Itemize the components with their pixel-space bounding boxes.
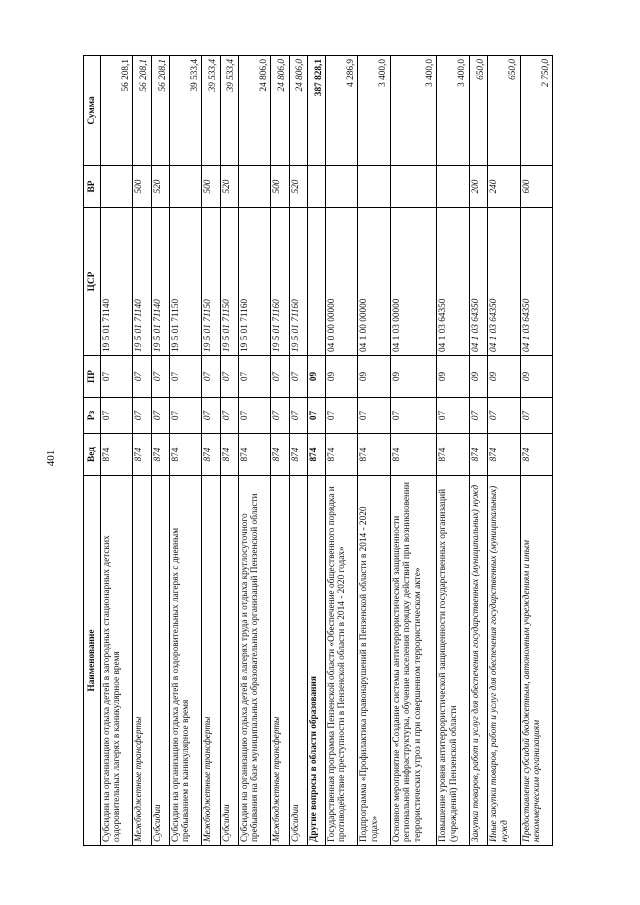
page-number: 401 <box>45 449 57 467</box>
cell-ved: 874 <box>390 434 437 476</box>
cell-sum: 39 533,4 <box>220 56 238 166</box>
cell-name: Другие вопросы в области образования <box>307 476 325 846</box>
cell-vr: 240 <box>488 166 520 208</box>
cell-name: Повышение уровня антитеррористической защищенности государственных организаций (учреждений) Пензенской области <box>437 476 469 846</box>
cell-rz: 07 <box>202 398 220 434</box>
cell-name: Межбюджетные трансферты <box>202 476 220 846</box>
cell-rz: 07 <box>101 398 133 434</box>
cell-sum: 3 400,0 <box>437 56 469 166</box>
cell-sum: 24 806,0 <box>238 56 270 166</box>
cell-sum: 650,0 <box>488 56 520 166</box>
cell-sum: 3 400,0 <box>358 56 390 166</box>
cell-name: Субсидии на организацию отдыха детей в оздоровительных лагерях с дневным пребыванием в каникулярное время <box>169 476 201 846</box>
cell-ved: 874 <box>169 434 201 476</box>
cell-name: Предоставление субсидий бюджетным, автономным учреждениям и иным некоммерческим организациям <box>520 476 552 846</box>
cell-rz: 07 <box>307 398 325 434</box>
cell-rz: 07 <box>169 398 201 434</box>
cell-name: Субсидии на организацию отдыха детей в лагерях труда и отдыха круглосуточного пребывания на базе муниципальных образовательных организаций Пензенской области <box>238 476 270 846</box>
cell-sum: 39 533,4 <box>169 56 201 166</box>
cell-vr: 520 <box>220 166 238 208</box>
cell-rz: 07 <box>271 398 289 434</box>
table-row <box>220 56 238 846</box>
cell-csr: 19 5 01 71150 <box>169 208 201 356</box>
cell-csr: 19 5 01 71140 <box>101 208 133 356</box>
cell-pr: 07 <box>133 356 151 398</box>
cell-pr: 09 <box>326 356 358 398</box>
cell-pr: 07 <box>289 356 307 398</box>
cell-csr: 04 1 03 00000 <box>390 208 437 356</box>
table-row <box>358 56 390 846</box>
table-row <box>133 56 151 846</box>
header-name: Наименование <box>84 476 101 846</box>
cell-csr: 04 0 00 00000 <box>326 208 358 356</box>
header-vr: ВР <box>84 166 101 208</box>
cell-csr: 19 5 01 71160 <box>289 208 307 356</box>
cell-vr <box>101 166 133 208</box>
cell-vr <box>238 166 270 208</box>
table-row <box>238 56 270 846</box>
table-row <box>101 56 133 846</box>
cell-ved: 874 <box>289 434 307 476</box>
cell-csr: 19 5 01 71150 <box>202 208 220 356</box>
cell-pr: 09 <box>488 356 520 398</box>
cell-pr: 09 <box>437 356 469 398</box>
rotated-table-wrapper <box>83 56 553 846</box>
cell-csr: 19 5 01 71160 <box>238 208 270 356</box>
cell-rz: 07 <box>133 398 151 434</box>
cell-name: Межбюджетные трансферты <box>133 476 151 846</box>
cell-rz: 07 <box>220 398 238 434</box>
cell-vr: 500 <box>202 166 220 208</box>
table-row <box>520 56 552 846</box>
cell-csr: 19 5 01 71140 <box>133 208 151 356</box>
table-row <box>437 56 469 846</box>
cell-sum: 56 208,1 <box>133 56 151 166</box>
cell-csr: 04 1 00 00000 <box>358 208 390 356</box>
cell-ved: 874 <box>238 434 270 476</box>
header-row <box>84 56 101 846</box>
budget-table <box>83 55 553 846</box>
cell-pr: 09 <box>307 356 325 398</box>
cell-sum: 24 806,0 <box>289 56 307 166</box>
cell-vr <box>358 166 390 208</box>
cell-name: Межбюджетные трансферты <box>271 476 289 846</box>
cell-sum: 3 400,0 <box>390 56 437 166</box>
header-pr: ПР <box>84 356 101 398</box>
cell-rz: 07 <box>520 398 552 434</box>
table-row <box>151 56 169 846</box>
cell-pr: 07 <box>151 356 169 398</box>
cell-ved: 874 <box>133 434 151 476</box>
table-row <box>202 56 220 846</box>
cell-name: Государственная программа Пензенской области «Обеспечение общественного порядка и противодействие преступности в Пензенской области в 2014 - 2020 годах» <box>326 476 358 846</box>
table-row <box>390 56 437 846</box>
cell-csr: 04 1 03 64350 <box>488 208 520 356</box>
cell-rz: 07 <box>469 398 487 434</box>
header-rz: Рз <box>84 398 101 434</box>
cell-pr: 07 <box>169 356 201 398</box>
table-row <box>271 56 289 846</box>
table-row <box>469 56 487 846</box>
header-sum: Сумма <box>84 56 101 166</box>
cell-pr: 09 <box>358 356 390 398</box>
cell-vr: 520 <box>151 166 169 208</box>
cell-ved: 874 <box>520 434 552 476</box>
cell-ved: 874 <box>271 434 289 476</box>
cell-sum: 39 533,4 <box>202 56 220 166</box>
table-row <box>307 56 325 846</box>
cell-ved: 874 <box>469 434 487 476</box>
cell-name: Основное мероприятие «Создание системы антитеррористической защищенности региональной инфраструктуры, обучение населения порядку действий при возникновении террористических угроз и при совершенном террористическом акте» <box>390 476 437 846</box>
cell-rz: 07 <box>238 398 270 434</box>
cell-csr: 19 5 01 71150 <box>220 208 238 356</box>
cell-rz: 07 <box>390 398 437 434</box>
cell-name: Субсидии на организацию отдыха детей в загородных стационарных детских оздоровительных лагерях в каникулярное время <box>101 476 133 846</box>
cell-ved: 874 <box>151 434 169 476</box>
table-row <box>169 56 201 846</box>
cell-vr <box>169 166 201 208</box>
cell-name: Субсидии <box>289 476 307 846</box>
header-ved: Вед <box>84 434 101 476</box>
cell-name: Субсидии <box>220 476 238 846</box>
cell-rz: 07 <box>326 398 358 434</box>
cell-pr: 07 <box>271 356 289 398</box>
header-csr: ЦСР <box>84 208 101 356</box>
cell-vr <box>437 166 469 208</box>
cell-name: Закупка товаров, работ и услуг для обеспечения государственных (муниципальных) нужд <box>469 476 487 846</box>
cell-name: Подпрограмма «Профилактика правонарушений в Пензенской области в 2014 - 2020 годах» <box>358 476 390 846</box>
cell-vr <box>307 166 325 208</box>
cell-pr: 07 <box>238 356 270 398</box>
cell-vr: 500 <box>271 166 289 208</box>
cell-csr: 04 1 03 64350 <box>520 208 552 356</box>
cell-rz: 07 <box>358 398 390 434</box>
cell-ved: 874 <box>220 434 238 476</box>
cell-ved: 874 <box>202 434 220 476</box>
cell-sum: 650,0 <box>469 56 487 166</box>
cell-sum: 56 208,1 <box>151 56 169 166</box>
cell-pr: 07 <box>101 356 133 398</box>
cell-vr <box>326 166 358 208</box>
table-row <box>488 56 520 846</box>
cell-sum: 24 806,0 <box>271 56 289 166</box>
cell-ved: 874 <box>101 434 133 476</box>
cell-pr: 07 <box>220 356 238 398</box>
cell-vr: 500 <box>133 166 151 208</box>
cell-sum: 387 828,1 <box>307 56 325 166</box>
cell-ved: 874 <box>437 434 469 476</box>
cell-vr: 600 <box>520 166 552 208</box>
cell-pr: 09 <box>390 356 437 398</box>
cell-name: Иные закупки товаров, работ и услуг для обеспечения государственных (муниципальных) нужд <box>488 476 520 846</box>
cell-csr: 19 5 01 71160 <box>271 208 289 356</box>
cell-csr: 04 1 03 64350 <box>469 208 487 356</box>
cell-vr: 520 <box>289 166 307 208</box>
table-row <box>289 56 307 846</box>
cell-sum: 2 750,0 <box>520 56 552 166</box>
cell-csr: 19 5 01 71140 <box>151 208 169 356</box>
cell-rz: 07 <box>289 398 307 434</box>
cell-name: Субсидии <box>151 476 169 846</box>
cell-pr: 07 <box>202 356 220 398</box>
cell-csr: 04 1 03 64350 <box>437 208 469 356</box>
cell-sum: 4 286,9 <box>326 56 358 166</box>
cell-csr <box>307 208 325 356</box>
cell-rz: 07 <box>151 398 169 434</box>
cell-rz: 07 <box>437 398 469 434</box>
cell-vr: 200 <box>469 166 487 208</box>
cell-rz: 07 <box>488 398 520 434</box>
cell-sum: 56 208,1 <box>101 56 133 166</box>
cell-ved: 874 <box>326 434 358 476</box>
cell-ved: 874 <box>307 434 325 476</box>
table-row <box>326 56 358 846</box>
cell-ved: 874 <box>358 434 390 476</box>
cell-pr: 09 <box>469 356 487 398</box>
cell-vr <box>390 166 437 208</box>
cell-ved: 874 <box>488 434 520 476</box>
cell-pr: 09 <box>520 356 552 398</box>
